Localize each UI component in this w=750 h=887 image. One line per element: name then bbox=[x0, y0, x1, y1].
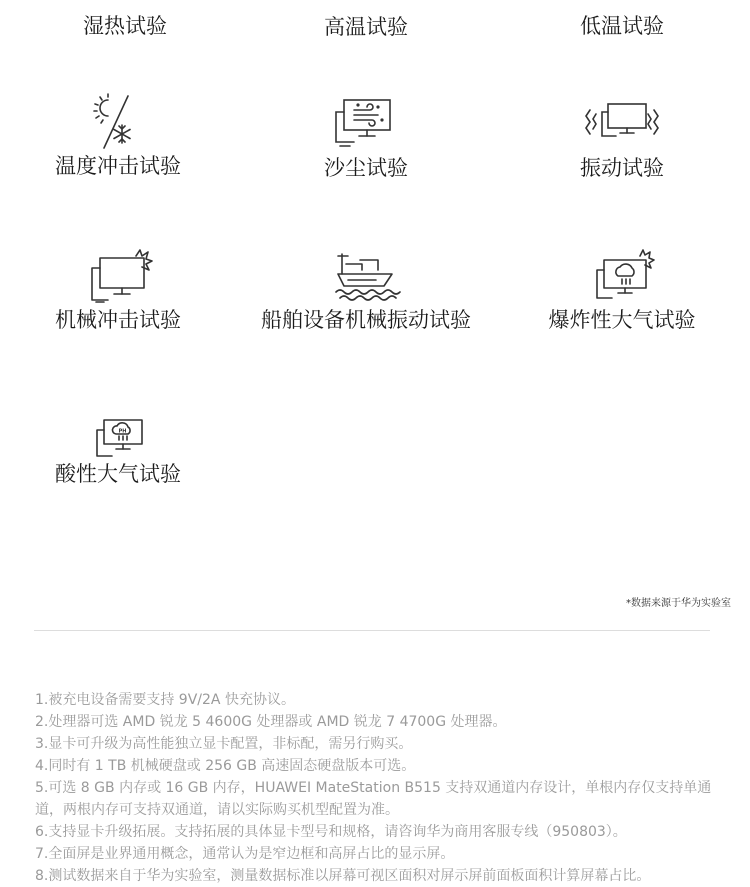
test-item-humidity-heat bbox=[0, 12, 250, 40]
test-label: 船舶设备机械振动试验 bbox=[261, 308, 471, 332]
test-label: 沙尘试验 bbox=[324, 156, 408, 180]
test-label: 湿热试验 bbox=[83, 14, 167, 38]
test-item-mechanical-shock bbox=[0, 246, 243, 334]
test-label: 振动试验 bbox=[580, 156, 664, 180]
test-item-sand-dust bbox=[241, 94, 491, 182]
footnote-item: 6.支持显卡升级拓展。支持拓展的具体显卡型号和规格，请咨询华为商用客服专线（950803）。 bbox=[35, 824, 627, 840]
footnote-item: 3.显卡可升级为高性能独立显卡配置，非标配，需另行购买。 bbox=[35, 736, 413, 752]
monitor-impact-icon bbox=[78, 246, 158, 306]
test-label: 酸性大气试验 bbox=[55, 462, 181, 486]
ship-waves-icon bbox=[326, 246, 406, 306]
monitor-cloud-icon bbox=[582, 246, 662, 306]
divider bbox=[34, 630, 710, 631]
footnote-item: 5.可选 8 GB 内存或 16 GB 内存，HUAWEI MateStation B515 支持双通道内存设计，单根内存仅支持单通道，两根内存可支持双通道，请以实际购买机型配置为准。 bbox=[35, 780, 712, 818]
monitor-vibration-icon bbox=[582, 94, 662, 154]
test-item-acid-atmosphere bbox=[0, 400, 243, 488]
test-item-explosive-atmosphere bbox=[497, 246, 747, 334]
sun-snowflake-icon bbox=[78, 92, 158, 152]
source-note: *数据来源于华为实验室 bbox=[626, 598, 731, 609]
footnote-item: 2.处理器可选 AMD 锐龙 5 4600G 处理器或 AMD 锐龙 7 4700G 处理器。 bbox=[35, 714, 507, 730]
test-item-low-temperature bbox=[497, 12, 747, 40]
monitor-dust-wind-icon bbox=[326, 94, 406, 154]
test-item-high-temperature bbox=[241, 13, 491, 41]
test-item-temperature-shock bbox=[0, 92, 243, 180]
test-label: 爆炸性大气试验 bbox=[548, 308, 696, 332]
monitor-acid-rain-icon bbox=[78, 400, 158, 460]
footnote-item: 7.全面屏是业界通用概念，通常认为是窄边框和高屏占比的显示屏。 bbox=[35, 846, 455, 862]
svg-text:PH: PH bbox=[118, 428, 127, 435]
test-item-ship-vibration bbox=[241, 246, 491, 334]
test-label: 高温试验 bbox=[324, 15, 408, 39]
test-item-vibration bbox=[497, 94, 747, 182]
footnote-item: 1.被充电设备需要支持 9V/2A 快充协议。 bbox=[35, 692, 295, 708]
test-label: 低温试验 bbox=[580, 14, 664, 38]
footnote-item: 8.测试数据来自于华为实验室，测量数据标准以屏幕可视区面积对屏示屏前面板面积计算屏幕占比。 bbox=[35, 868, 651, 884]
footnotes bbox=[35, 689, 725, 887]
test-label: 机械冲击试验 bbox=[55, 308, 181, 332]
test-label: 温度冲击试验 bbox=[55, 154, 181, 178]
footnote-item: 4.同时有 1 TB 机械硬盘或 256 GB 高速固态硬盘版本可选。 bbox=[35, 758, 416, 774]
